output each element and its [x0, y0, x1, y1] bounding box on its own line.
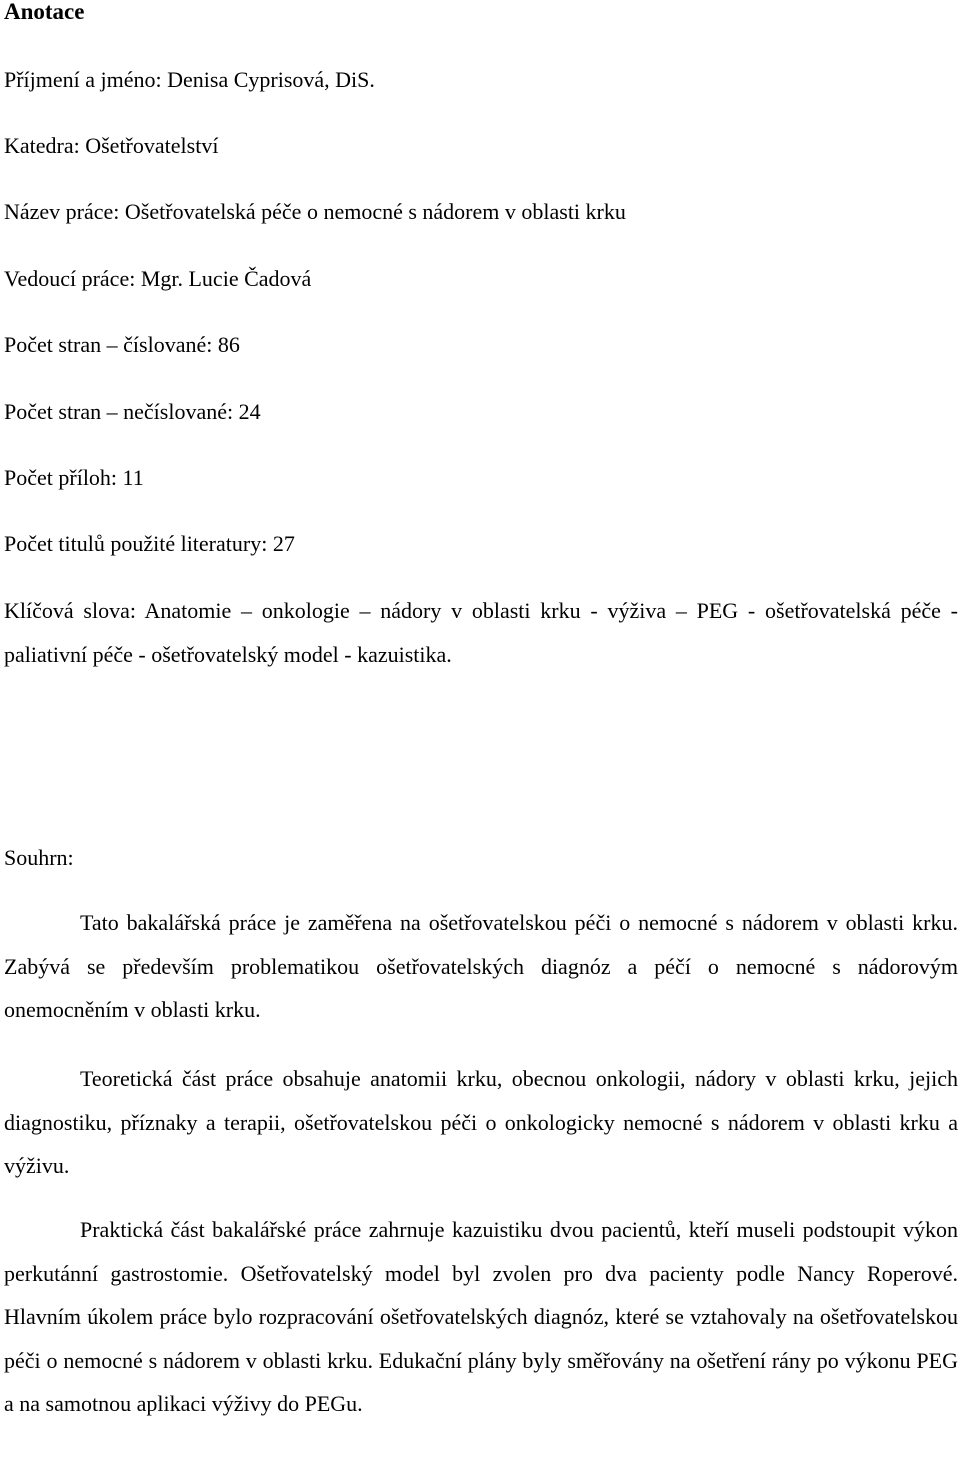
- author-name-line: Příjmení a jméno: Denisa Cyprisová, DiS.: [4, 67, 375, 92]
- attachments-count-line: Počet příloh: 11: [4, 465, 144, 490]
- references-count-line: Počet titulů použité literatury: 27: [4, 531, 295, 556]
- page-title: Anotace: [4, 0, 85, 24]
- summary-paragraph: Teoretická část práce obsahuje anatomii krku, obecnou onkologii, nádory v oblasti krku, jejich diagnostiku, příznaky a terapii, ošetřovatelskou péči o onkologicky nemocné s nádorem v oblasti krku a výživu.: [4, 1066, 958, 1178]
- numbered-pages-line: Počet stran – číslované: 86: [4, 332, 240, 357]
- supervisor-line: Vedoucí práce: Mgr. Lucie Čadová: [4, 266, 312, 291]
- summary-label: Souhrn:: [4, 845, 74, 870]
- summary-paragraph: Praktická část bakalářské práce zahrnuje kazuistiku dvou pacientů, kteří museli podstoupit výkon perkutánní gastrostomie. Ošetřovatelský model byl zvolen pro dva pacienty podle Nancy Roperové. Hlavním úkolem práce bylo rozpracování ošetřovatelských diagnóz, které se vztahovaly na ošetřovatelskou péči o nemocné s nádorem v oblasti krku. Edukační plány byly směřovány na ošetření rány po výkonu PEG a na samotnou aplikaci výživy do PEGu.: [4, 1217, 958, 1416]
- unnumbered-pages-line: Počet stran – nečíslované: 24: [4, 399, 261, 424]
- keywords-paragraph: Klíčová slova: Anatomie – onkologie – nádory v oblasti krku - výživa – PEG - ošetřovatelská péče - paliativní péče - ošetřovatelský model - kazuistika.: [4, 598, 958, 667]
- department-line: Katedra: Ošetřovatelství: [4, 133, 219, 158]
- thesis-title-line: Název práce: Ošetřovatelská péče o nemocné s nádorem v oblasti krku: [4, 199, 626, 224]
- summary-paragraph: Tato bakalářská práce je zaměřena na ošetřovatelskou péči o nemocné s nádorem v oblasti krku. Zabývá se především problematikou ošetřovatelských diagnóz a péčí o nemocné s nádorovým onemocněním v oblasti krku.: [4, 910, 958, 1022]
